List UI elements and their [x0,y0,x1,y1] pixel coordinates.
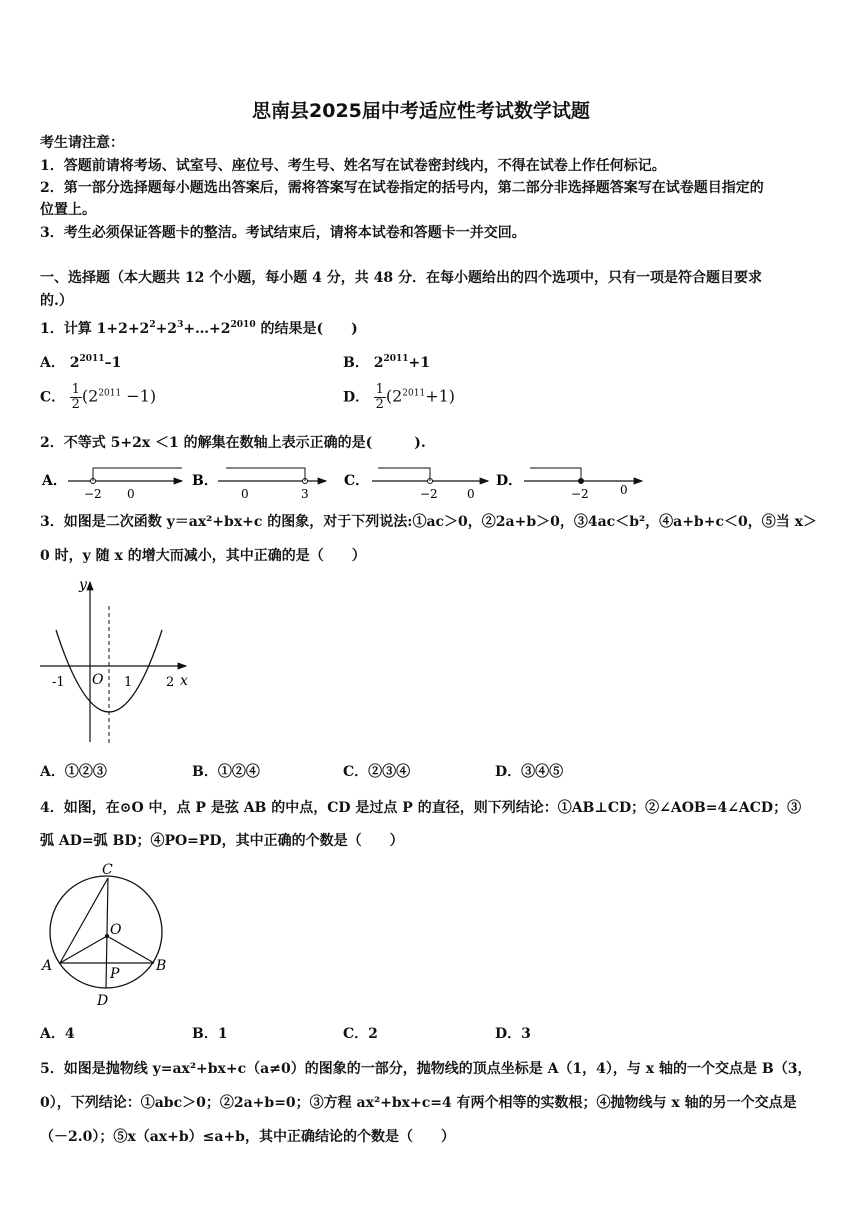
notice-item-2-cont: 位置上。 [40,202,96,218]
origin-label: O [92,672,104,688]
q2-number-lines [36,460,656,502]
q1-option-c: C． $\frac{1}{2}$ $(2^{2011} -1)$ [40,382,157,412]
q2-c-tick-0: 0 [467,487,475,501]
q4-option-c: C．2 [343,1026,378,1042]
segment-ob [107,936,154,963]
section-heading-cont: 的.） [40,293,73,309]
label-b: B [156,958,167,974]
q2-label-a: A． [42,473,67,489]
q2-c-tick-neg2: −2 [420,487,438,501]
q3-option-a: A．①②③ [40,764,107,780]
question-3-stem-cont: 0 时，y 随 x 的增大而减小，其中正确的是（ ） [40,548,366,564]
question-5-stem-cont-1: 0），下列结论：①abc＞0；②2a+b=0；③方程 ax²+bx+c=4 有两个相等的实数根；④抛物线与 x 轴的另一个交点是 [40,1095,797,1111]
q2-a-tick-neg2: −2 [84,487,102,501]
question-4-stem: 4．如图，在⊙O 中，点 P 是弦 AB 的中点，CD 是过点 P 的直径，则下列结论：①AB⊥CD；②∠AOB=4∠ACD；③ [40,800,802,816]
label-o: O [110,922,122,938]
x-axis-label: x [180,673,188,689]
q4-circle-figure [36,860,176,1010]
q4-option-b: B．1 [192,1026,228,1042]
diameter-cd [106,878,108,988]
q2-option-a-line [68,468,182,501]
notice-item-2: 2．第一部分选择题每小题选出答案后，需将答案写在试卷指定的括号内，第二部分非选择题答案写在试卷题目指定的 [40,180,764,196]
center-point [105,934,109,938]
page-title: 思南县2025届中考适应性考试数学试题 [252,100,590,122]
q2-b-tick-3: 3 [301,487,309,501]
notice-item-1: 1．答题前请将考场、试室号、座位号、考生号、姓名写在试卷密封线内，不得在试卷上作任何标记。 [40,158,666,174]
q1-option-b: B． $2^{2011}+1$ [343,354,431,371]
tick-2: 2 [166,675,175,690]
q2-option-c-line [372,468,488,501]
tick-1: 1 [124,675,133,690]
q2-label-b: B． [192,473,218,489]
label-p: P [110,966,120,982]
q4-option-d: D．3 [495,1026,531,1042]
q2-option-d-line [524,468,642,501]
question-4-stem-cont: 弧 AD=弧 BD；④PO=PD，其中正确的个数是（ ） [40,833,404,849]
tick-neg1: -1 [52,675,65,690]
q3-option-d: D．③④⑤ [495,764,564,780]
q3-parabola-graph [36,572,196,752]
label-d: D [97,993,109,1009]
q1-option-d: D． $\frac{1}{2}$ $(2^{2011}+1)$ [343,382,456,412]
notice-heading: 考生请注意： [40,135,124,151]
notice-item-3: 3．考生必须保证答题卡的整洁。考试结束后，请将本试卷和答题卡一并交回。 [40,225,526,241]
q2-label-c: C． [344,473,370,489]
q3-option-b: B．①②④ [192,764,260,780]
q2-b-tick-0: 0 [241,487,249,501]
question-5-stem-cont-2: （－2.0）；⑤x（ax+b）≤a+b，其中正确结论的个数是（ ） [40,1129,455,1145]
label-a: A [42,958,53,974]
q3-option-c: C．②③④ [343,764,411,780]
question-3-stem: 3．如图是二次函数 y＝ax²+bx+c 的图象，对于下列说法:①ac＞0，②2a+b＞0，③4ac＜b²，④a+b+c＜0，⑤当 x＞ [40,514,817,530]
question-1-stem: 1．计算 $1+2+2^2+2^3+\dots+2^{2010}$ 的结果是( ) [40,320,358,337]
question-5-stem: 5．如图是抛物线 y=ax²+bx+c（a≠0）的图象的一部分，抛物线的顶点坐标是 A（1，4），与 x 轴的一个交点是 B（3， [40,1061,812,1077]
q2-d-tick-0: 0 [620,483,628,497]
q2-a-tick-0: 0 [127,487,135,501]
q2-label-d: D． [496,473,523,489]
q1-option-a: A． $2^{2011}-1$ [40,354,122,371]
y-axis-label: y [79,577,87,593]
question-2-stem: 2．不等式 5+2x ＜1 的解集在数轴上表示正确的是( ). [40,435,426,451]
section-heading: 一、选择题（本大题共 12 个小题，每小题 4 分，共 48 分．在每小题给出的四个选项中，只有一项是符合题目要求 [40,270,762,286]
label-c: C [102,862,113,878]
q2-option-b-line [218,468,326,501]
q4-option-a: A．4 [40,1026,75,1042]
q2-d-tick-neg2: −2 [571,487,589,501]
